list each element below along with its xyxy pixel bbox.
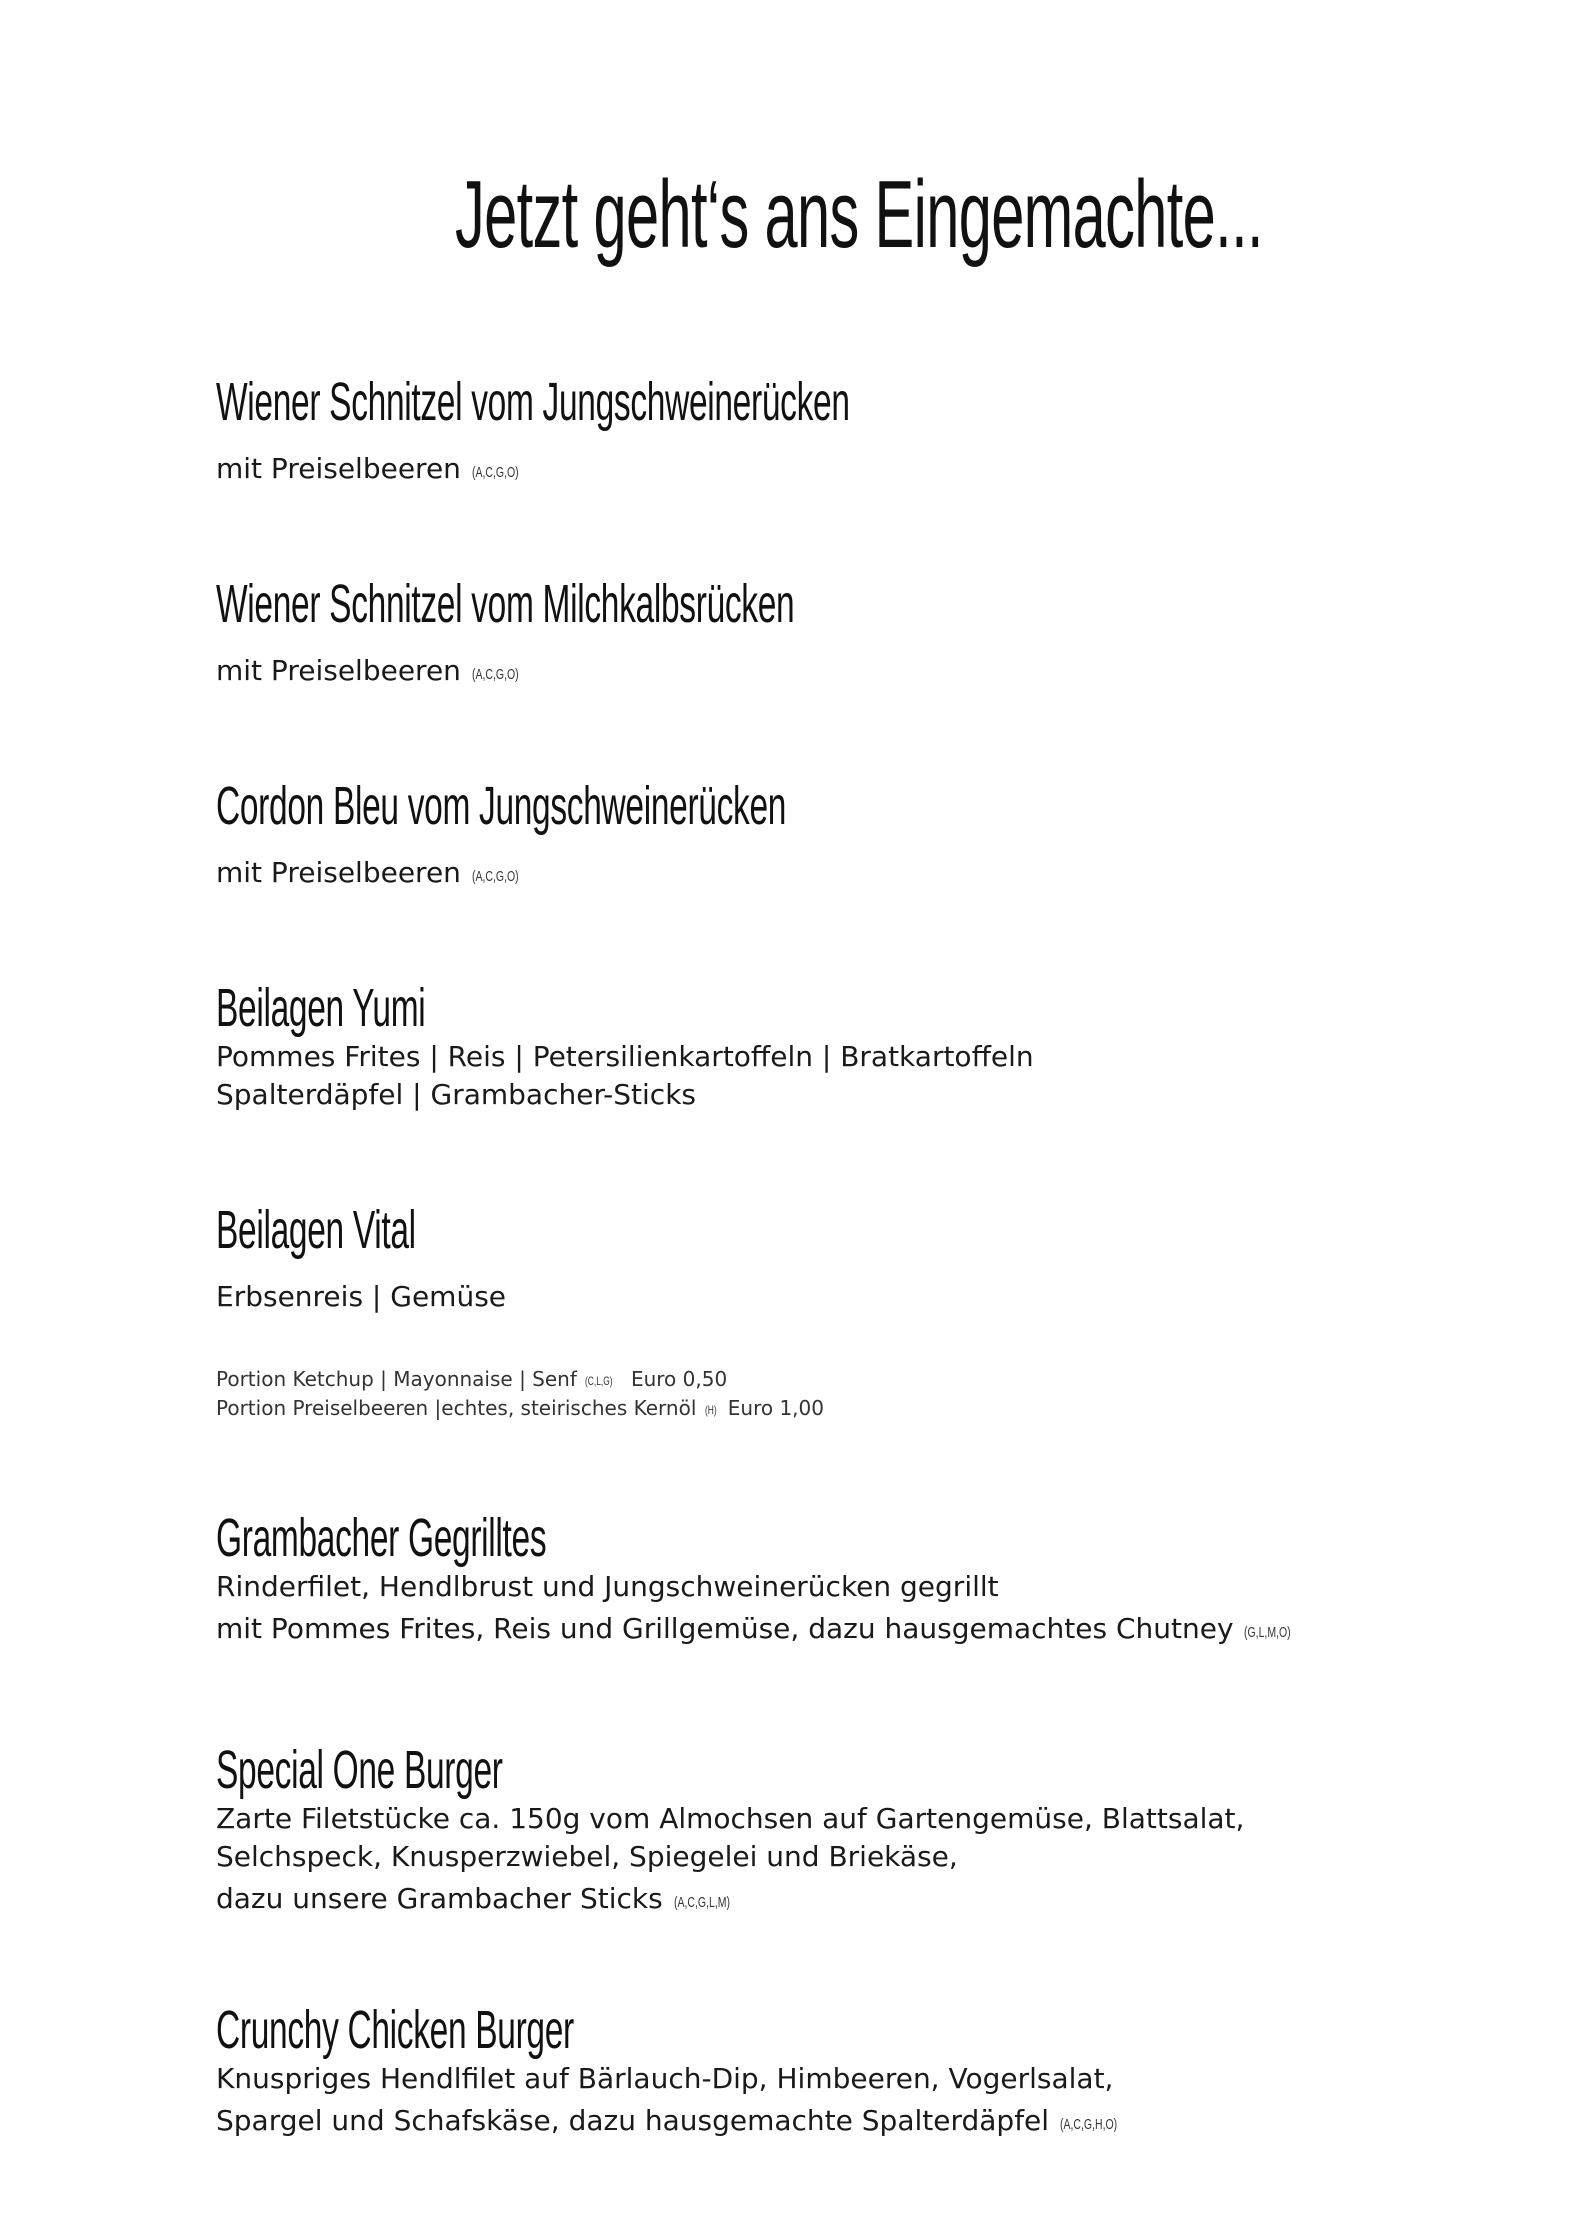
extra-line: Portion Preiselbeeren |echtes, steirisches Kernöl (H) Euro 1,00 xyxy=(216,1395,824,1424)
extras-list xyxy=(216,1366,824,1424)
menu-item xyxy=(216,776,1136,896)
page-title: Jetzt geht‘s ans Eingemachte... xyxy=(455,161,1263,268)
dish-description: Selchspeck, Knusperzwiebel, Spiegelei und Briekäse, xyxy=(216,1840,958,1873)
dish-name: Beilagen Yumi xyxy=(216,978,426,1038)
dish-description: Pommes Frites | Reis | Petersilienkartoffeln | Bratkartoffeln xyxy=(216,1040,1034,1073)
dish-name: Wiener Schnitzel vom Milchkalbsrücken xyxy=(216,574,795,634)
allergen-codes: (H) xyxy=(704,1403,717,1417)
allergen-codes: (A,C,G,L,M) xyxy=(673,1894,730,1911)
menu-item xyxy=(216,2000,1142,2144)
allergen-codes: (A,C,G,O) xyxy=(471,464,519,481)
allergen-codes: (A,C,G,O) xyxy=(471,666,519,683)
menu-item xyxy=(216,372,1238,492)
dish-description: Spargel und Schafskäse, dazu hausgemachte Spalterdäpfel (A,C,G,H,O) xyxy=(216,2102,1142,2144)
dish-name: Crunchy Chicken Burger xyxy=(216,2000,574,2060)
allergen-codes: (C,L,G) xyxy=(585,1374,613,1388)
menu-item xyxy=(216,978,1034,1114)
dish-description: mit Pommes Frites, Reis und Grillgemüse, dazu hausgemachtes Chutney (G,L,M,O) xyxy=(216,1610,1311,1652)
dish-name: Beilagen Vital xyxy=(216,1200,416,1260)
menu-item xyxy=(216,574,1149,694)
dish-name: Grambacher Gegrilltes xyxy=(216,1508,547,1568)
allergen-codes: (G,L,M,O) xyxy=(1244,1624,1292,1641)
dish-description: Knuspriges Hendlfilet auf Bärlauch-Dip, Himbeeren, Vogerlsalat, xyxy=(216,2062,1114,2095)
dish-description: Zarte Filetstücke ca. 150g vom Almochsen auf Gartengemüse, Blattsalat, xyxy=(216,1802,1245,1835)
dish-description: mit Preiselbeeren (A,C,G,O) xyxy=(216,652,1149,694)
dish-name: Special One Burger xyxy=(216,1740,503,1800)
dish-description: Spalterdäpfel | Grambacher-Sticks xyxy=(216,1078,697,1111)
dish-description: Rinderfilet, Hendlbrust und Jungschweinerücken gegrillt xyxy=(216,1570,999,1603)
extra-line: Portion Ketchup | Mayonnaise | Senf (C,L,G) Euro 0,50 xyxy=(216,1366,824,1395)
dish-name: Cordon Bleu vom Jungschweinerücken xyxy=(216,776,787,836)
dish-description: Erbsenreis | Gemüse xyxy=(216,1280,507,1313)
dish-name: Wiener Schnitzel vom Jungschweinerücken xyxy=(216,372,850,432)
dish-description: dazu unsere Grambacher Sticks (A,C,G,L,M) xyxy=(216,1880,1244,1922)
menu-item xyxy=(216,1200,538,1316)
dish-description: mit Preiselbeeren (A,C,G,O) xyxy=(216,450,1238,492)
allergen-codes: (A,C,G,O) xyxy=(471,868,519,885)
dish-description: mit Preiselbeeren (A,C,G,O) xyxy=(216,854,1136,896)
menu-item xyxy=(216,1740,1244,1922)
allergen-codes: (A,C,G,H,O) xyxy=(1059,2116,1118,2133)
menu-item xyxy=(216,1508,1311,1652)
